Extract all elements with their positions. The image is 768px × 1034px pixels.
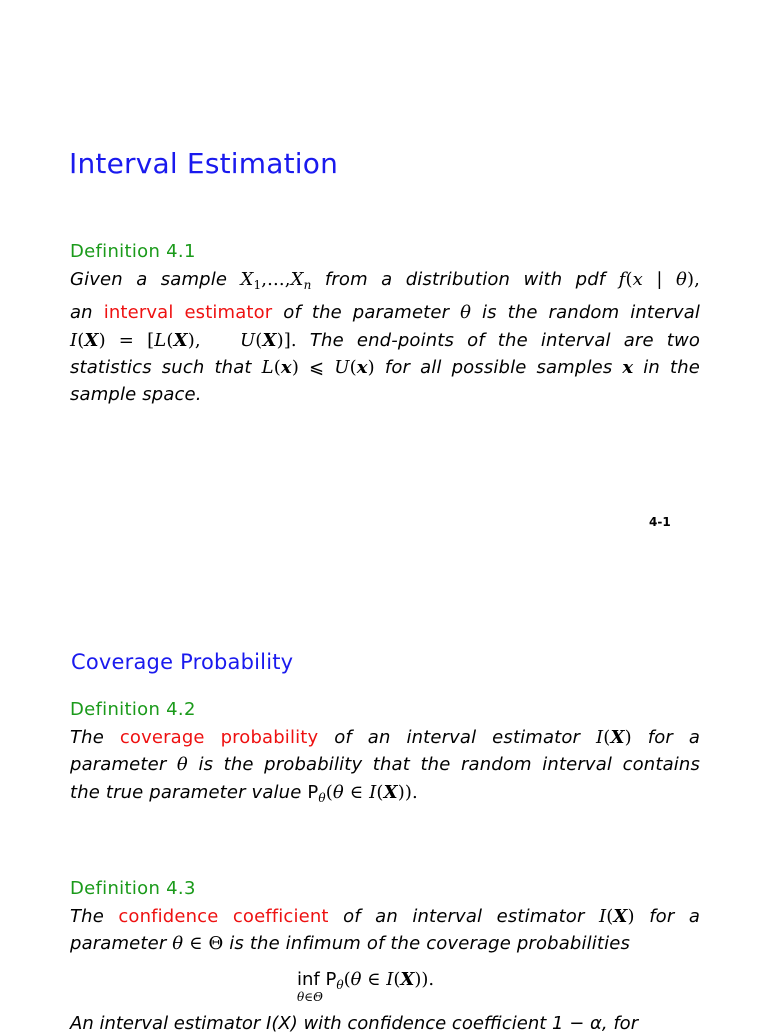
definition-line: an interval estimator of the parameter θ is the random interval: [70, 302, 701, 324]
definition-line: parameter θ ∈ Θ is the infimum of the coverage probabilities: [70, 933, 631, 955]
page-number: 4-1: [649, 515, 671, 529]
definition-line: the true parameter value $P_\theta(\theta$ ∈ I(X)).: [70, 781, 418, 805]
definition-line: sample space.: [70, 384, 202, 406]
definition-line: The confidence coefficient of an interval estimator I(X) for a: [70, 906, 701, 927]
definition-body: [70, 903, 700, 958]
definition-body: [70, 724, 700, 812]
definition-label: Definition 4.1: [70, 241, 196, 262]
definition-line: statistics such that L(x) ⩽ U(x) for all possible samples x in the: [70, 356, 700, 378]
slide-title: Coverage Probability: [71, 650, 294, 674]
definition-line: The coverage probability of an interval estimator I(X) for a: [70, 727, 701, 748]
definition-line: Given a sample $X_1,...,X_n$ from a distribution with pdf f(x | θ),: [70, 269, 701, 292]
definition-line: parameter θ is the probability that the random interval contains: [70, 754, 700, 776]
term-highlight: coverage probability: [119, 727, 319, 748]
display-equation: inf θ∈Θ $P_\theta(\theta$ ∈ I(X)).: [297, 969, 435, 1004]
definition-label: Definition 4.3: [70, 878, 196, 899]
definition-line: I(X) = [L(X), U(X)]. The end-points of the interval are two: [70, 329, 700, 351]
slide-title: Interval Estimation: [69, 147, 339, 180]
term-highlight: interval estimator: [103, 302, 273, 324]
cut-off-line: An interval estimator I(X) with confidence coefficient 1 − α, for: [70, 1013, 639, 1034]
definition-body: [70, 266, 700, 408]
term-highlight: confidence coefficient: [118, 906, 329, 927]
definition-label: Definition 4.2: [70, 699, 196, 720]
